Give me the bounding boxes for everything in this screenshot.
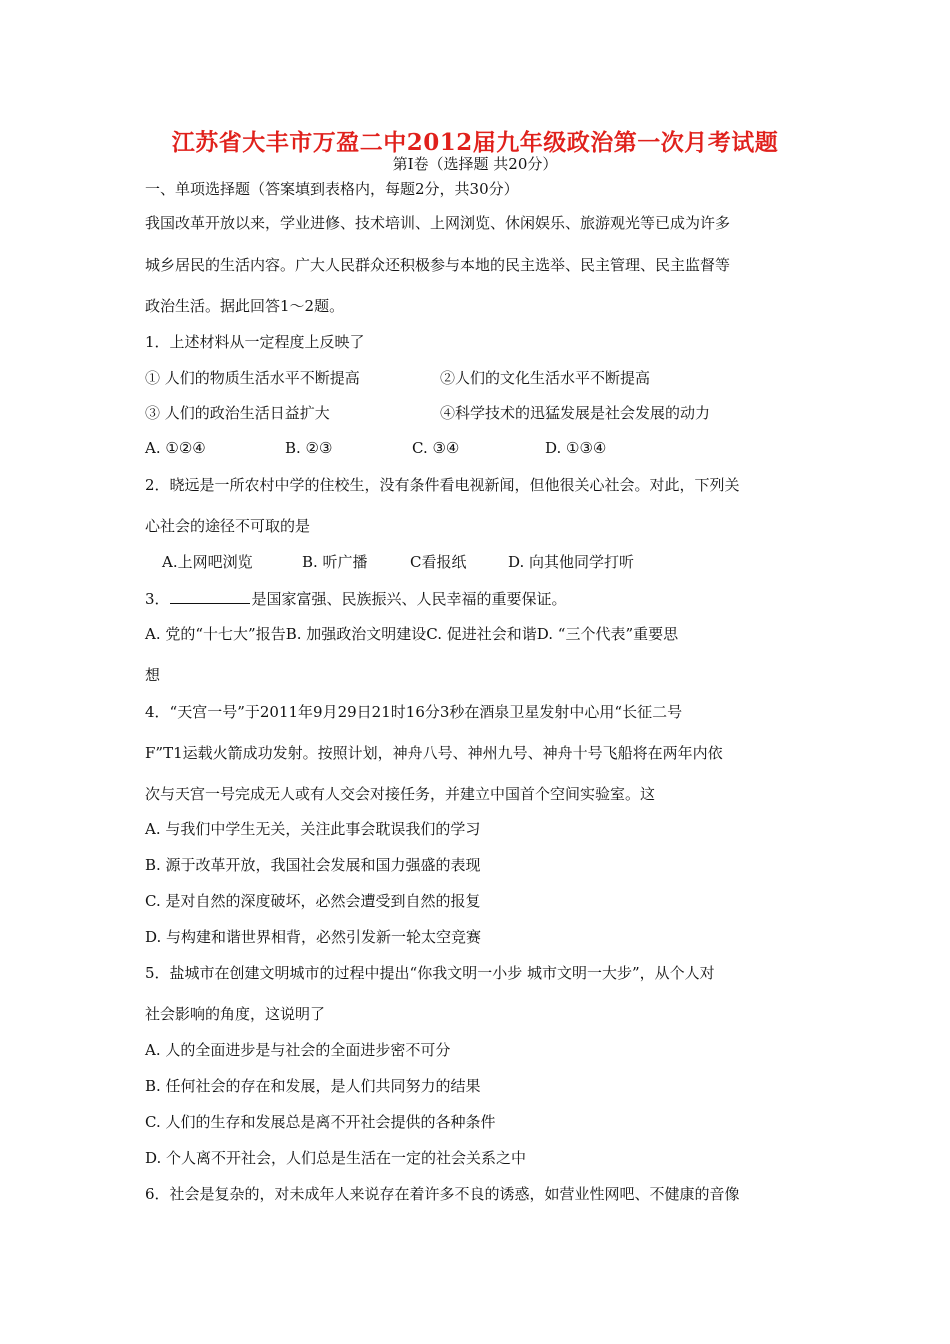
q1-option-b: B. ②③ (285, 439, 333, 457)
q5-stem-line-1: 5．盐城市在创建文明城市的过程中提出“你我文明一小步 城市文明一大步”，从个人对 (145, 964, 715, 982)
q2-option-b: B. 听广播 (302, 553, 368, 571)
q6-stem-line-1: 6．社会是复杂的，对未成年人来说存在着许多不良的诱惑，如营业性网吧、不健康的音像 (145, 1185, 740, 1203)
q1-option-d: D. ①③④ (545, 439, 607, 457)
q1-option-a: A. ①②④ (145, 439, 206, 457)
intro-line-1: 我国改革开放以来，学业进修、技术培训、上网浏览、休闲娱乐、旅游观光等已成为许多 (145, 214, 731, 232)
q4-option-c: C. 是对自然的深度破坏，必然会遭受到自然的报复 (145, 892, 481, 910)
q2-stem-line-1: 2．晓远是一所农村中学的住校生，没有条件看电视新闻，但他很关心社会。对此，下列关 (145, 476, 740, 494)
q2-option-c: C看报纸 (410, 553, 467, 571)
q4-stem-line-2: F”T1运载火箭成功发射。按照计划，神舟八号、神州九号、神舟十号飞船将在两年内依 (145, 744, 723, 762)
section-heading: 一、单项选择题（答案填到表格内，每题2分，共30分） (145, 180, 519, 198)
q3-options-line-2: 想 (145, 666, 161, 684)
q5-option-b: B. 任何社会的存在和发展，是人们共同努力的结果 (145, 1077, 481, 1095)
q4-option-b: B. 源于改革开放，我国社会发展和国力强盛的表现 (145, 856, 481, 874)
q4-stem-line-1: 4．“天宫一号”于2011年9月29日21时16分3秒在酒泉卫星发射中心用“长征二号 (145, 703, 683, 721)
intro-line-2: 城乡居民的生活内容。广大人民群众还积极参与本地的民主选举、民主管理、民主监督等 (145, 256, 731, 274)
q2-option-d: D. 向其他同学打听 (508, 553, 635, 571)
q3-stem-text: 是国家富强、民族振兴、人民幸福的重要保证。 (251, 590, 567, 608)
q1-statement-3: ③ 人们的政治生活日益扩大 (145, 404, 330, 422)
q1-option-c: C. ③④ (412, 439, 460, 457)
q4-stem-line-3: 次与天宫一号完成无人或有人交会对接任务，并建立中国首个空间实验室。这 (145, 785, 656, 803)
q3-options-line-1: A. 党的“十七大”报告B. 加强政治文明建设C. 促进社会和谐D. “三个代表”重要思 (145, 625, 679, 643)
q1-stem: 1．上述材料从一定程度上反映了 (145, 333, 365, 351)
q3-stem (145, 589, 567, 608)
q1-statement-4: ④科学技术的迅猛发展是社会发展的动力 (440, 404, 711, 422)
q5-stem-line-2: 社会影响的角度，这说明了 (145, 1005, 326, 1023)
q5-option-a: A. 人的全面进步是与社会的全面进步密不可分 (145, 1041, 451, 1059)
q5-option-d: D. 个人离不开社会，人们总是生活在一定的社会关系之中 (145, 1149, 527, 1167)
exam-title: 江苏省大丰市万盈二中2012届九年级政治第一次月考试题 (171, 129, 779, 156)
q4-option-d: D. 与构建和谐世界相背，必然引发新一轮太空竞赛 (145, 928, 482, 946)
q1-statement-1: ① 人们的物质生活水平不断提高 (145, 369, 360, 387)
q5-option-c: C. 人们的生存和发展总是离不开社会提供的各种条件 (145, 1113, 496, 1131)
intro-line-3: 政治生活。据此回答1～2题。 (145, 297, 345, 315)
q4-option-a: A. 与我们中学生无关，关注此事会耽误我们的学习 (145, 820, 481, 838)
q3-number: 3． (145, 590, 170, 608)
q2-stem-line-2: 心社会的途径不可取的是 (145, 517, 311, 535)
q1-statement-2: ②人们的文化生活水平不断提高 (440, 369, 651, 387)
q2-option-a: A.上网吧浏览 (162, 553, 253, 571)
q3-answer-blank (170, 589, 250, 604)
paper-section-heading: 第Ⅰ卷（选择题 共20分） (392, 155, 558, 173)
